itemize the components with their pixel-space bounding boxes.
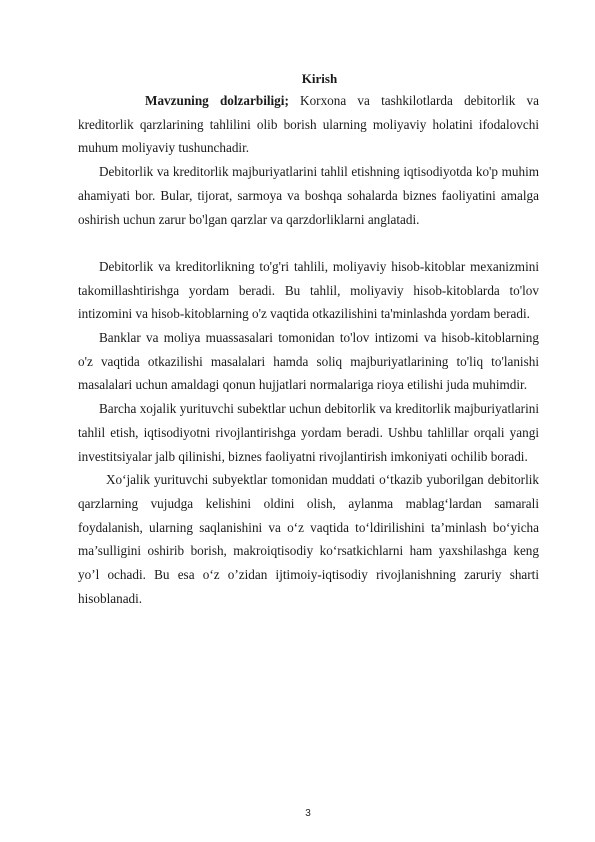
paragraph: Xo‘jalik yurituvchi subyektlar tomonidan muddati o‘tkazib yuborilgan debitorlik qarzlarning vujudga kelishini oldini olish, aylanma mablag‘lardan samarali foydalanish, ularning saqlanishini va o‘z vaqtida to‘ldirilishini ta’minlash bo‘yicha ma’sulligini oshirib borish, makroiqtisodiy ko‘rsatkichlarni ham yaxshilashga keng yo’l ochadi. Bu esa o‘z o’zidan ijtimoiy-iqtisodiy rivojlanishning zaruriy sharti hisoblanadi.	[78, 472, 539, 606]
paragraph: Debitorlik va kreditorlikning to'g'ri tahlili, moliyaviy hisob-kitoblar mexanizmini takomillashtirishga yordam beradi. Bu tahlil, moliyaviy hisob-kitoblarda to'lov intizomini va hisob-kitoblarning o'z vaqtida otkazilishini ta'minlashda yordam beradi.	[78, 258, 539, 322]
paragraph: Banklar va moliya muassasalari tomonidan to'lov intizomi va hisob-kitoblarning o'z vaqtida otkazilishi masalalari hamda soliq majburiyatlarining to'liq to'lanishi masalalari uchun amaldagi qonun hujjatlari normalariga rioya etilishi juda muhimdir.	[78, 330, 539, 393]
paragraph-relevance	[78, 89, 539, 160]
paragraph-text: Korxona va tashkilotlarda debitorlik va kreditorlik qarzlarining tahlilini olib borish ularning moliyaviy holatini ifodalovchi muhum moliyaviy tushunchadir.	[78, 93, 540, 156]
body-text	[78, 89, 539, 610]
section-title: Kirish	[301, 71, 338, 86]
relevance-lead: Mavzuning dolzarbiligi;	[145, 93, 289, 108]
paragraph: Debitorlik va kreditorlik majburiyatlarini tahlil etishning iqtisodiyotda ko'p muhim ahamiyati bor. Bular, tijorat, sarmoya va boshqa sohalarda biznes faoliyatini amalga oshirish uchun zarur bo'lgan qarzlar va qarzdorliklarni anglatadi.	[78, 164, 539, 227]
page-number: 3	[305, 808, 311, 819]
paragraph: Barcha xojalik yurituvchi subektlar uchun debitorlik va kreditorlik majburiyatlarini tahlil etish, iqtisodiyotni rivojlantirishga yordam beradi. Ushbu tahlillar orqali yangi investitsiyalar jalb qilinishi, biznes faoliyatni rivojlantirish imkoniyati ochilib boradi.	[78, 401, 539, 464]
